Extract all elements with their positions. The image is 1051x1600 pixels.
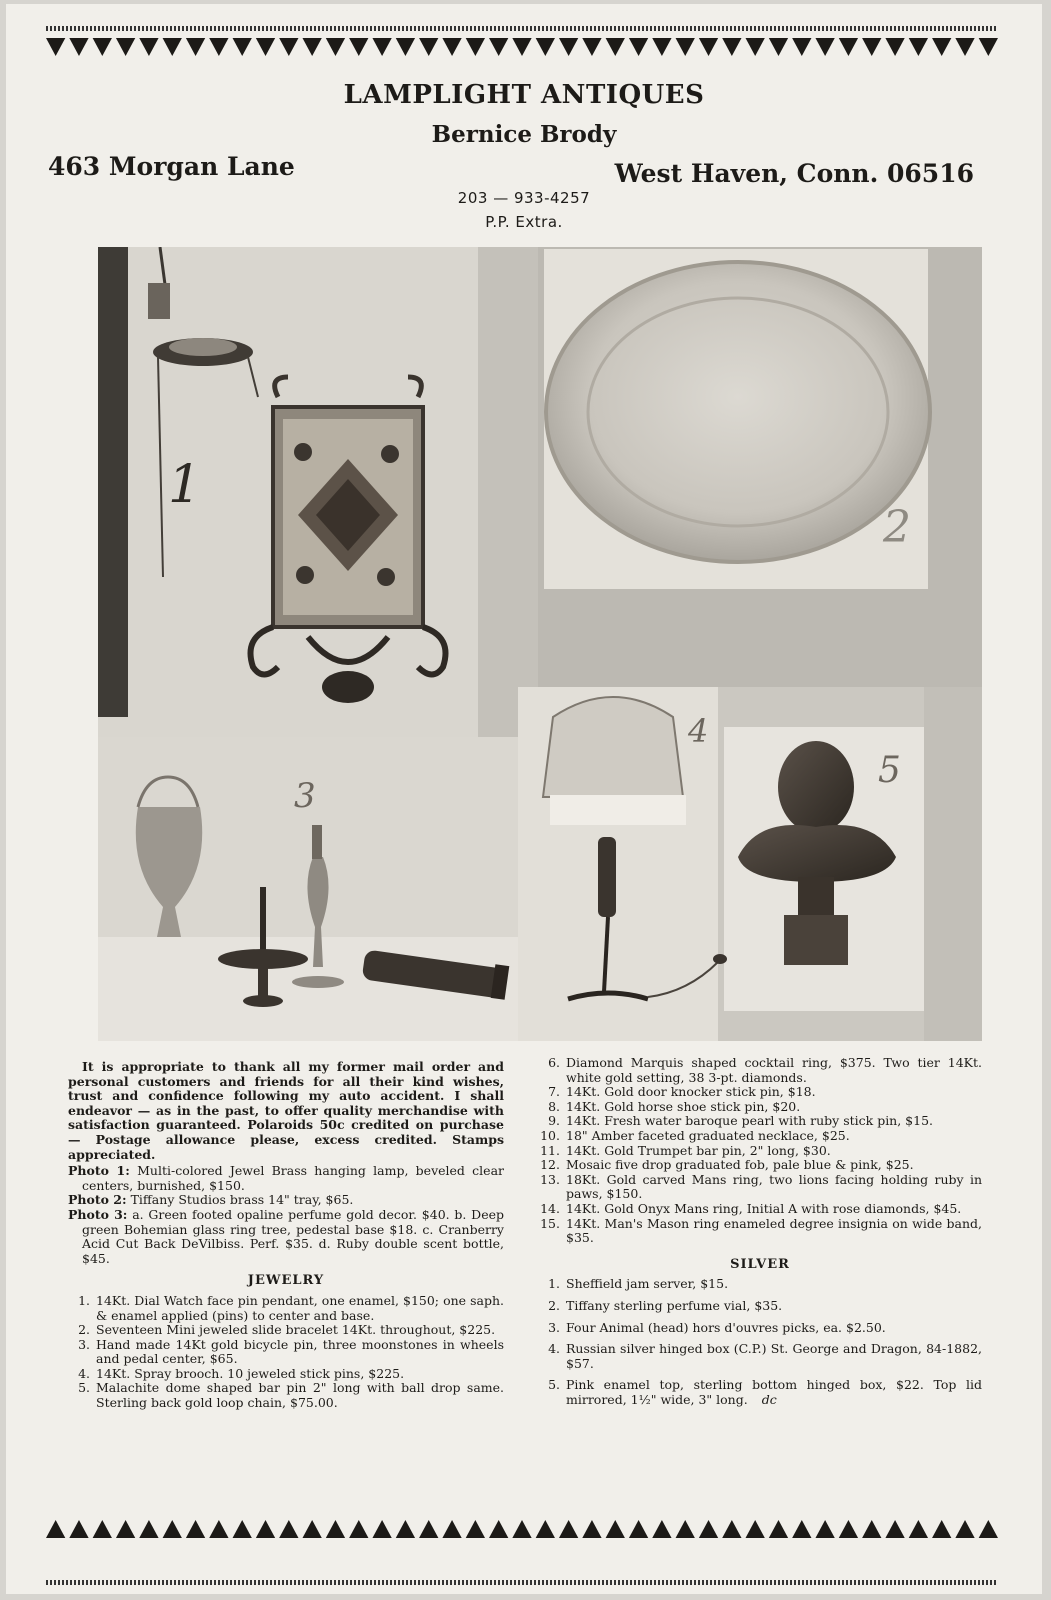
postage-note: P.P. Extra. [485,213,563,231]
border-triangle [862,1520,881,1538]
silver-heading: SILVER [730,1256,790,1272]
border-triangle [722,38,741,56]
border-triangle [792,1520,811,1538]
jewelry-item: 1. 14Kt. Dial Watch face pin pendant, one enamel, $150; one saph. & enamel applied (pins) to center and base. [78,1292,504,1323]
intro-paragraph: It is appropriate to thank all my former mail order and personal customers and friends for all their kind wishes, trust and confidence following my auto accident. I shall endeavor — as in the past, to offer quality merchandise with satisfaction guaranteed. Polaroids 50c credited on purchase — Postage allowance please, excess credited. Stamps appreciated. [68,1059,504,1162]
jewelry-item: 12. Mosaic five drop graduated fob, pale blue & pink, $25. [540,1157,914,1173]
border-triangle [839,38,858,56]
border-triangle [349,1520,368,1538]
border-triangle [466,38,485,56]
border-triangle [746,38,765,56]
border-triangle [815,1520,834,1538]
border-triangle [792,38,811,56]
proprietor-name: Bernice Brody [431,121,617,148]
border-triangle [279,1520,298,1538]
border-triangle [233,1520,252,1538]
photo-label-2: 2 [883,502,911,553]
border-triangle [606,1520,625,1538]
border-triangle [722,1520,741,1538]
jewelry-item: 15. 14Kt. Man's Mason ring enameled degree insignia on wide band, $35. [540,1215,982,1246]
border-triangle [46,38,65,56]
jewelry-item: 5. Malachite dome shaped bar pin 2" long with ball drop same. Sterling back gold loop chain, $75.00. [78,1380,504,1411]
border-triangle [163,38,182,56]
border-triangle [839,1520,858,1538]
jewelry-item: 8. 14Kt. Gold horse shoe stick pin, $20. [548,1098,801,1114]
border-triangle [979,1520,998,1538]
antiques-photograph [98,247,982,1041]
border-triangle [629,38,648,56]
border-triangle [256,1520,275,1538]
border-triangle [932,38,951,56]
border-triangle [163,1520,182,1538]
border-triangle [629,1520,648,1538]
top-dotted-rule [46,26,998,31]
jewelry-item: 2. Seventeen Mini jeweled slide bracelet 14Kt. throughout, $225. [78,1322,496,1338]
signature-initials: dc [761,1391,777,1407]
silver-item: 4. Russian silver hinged box (C.P.) St. George and Dragon, 84-1882, $57. [548,1341,982,1371]
street-address: 463 Morgan Lane [48,152,295,181]
silver-list [538,1277,982,1407]
border-triangle [442,1520,461,1538]
border-triangle [909,1520,928,1538]
jewelry-item: 13. 18Kt. Gold carved Mans ring, two lions facing holding ruby in paws, $150. [540,1171,982,1202]
left-column [68,1060,504,1411]
border-triangle [909,38,928,56]
shop-title: LAMPLIGHT ANTIQUES [343,80,705,110]
jewelry-item: 4. 14Kt. Spray brooch. 10 jeweled stick pins, $225. [78,1365,405,1381]
border-triangle [419,1520,438,1538]
border-triangle [746,1520,765,1538]
phone-number: 203 — 933-4257 [457,189,591,207]
border-triangle [326,38,345,56]
border-triangle [326,1520,345,1538]
border-triangle [46,1520,65,1538]
border-triangle [302,1520,321,1538]
border-triangle [536,1520,555,1538]
border-triangle [372,38,391,56]
photo-caption-2: Photo 2: Tiffany Studios brass 14" tray, $65. [68,1192,354,1208]
photo-label-3: 3 [294,776,316,816]
border-triangle [209,38,228,56]
bottom-dotted-rule [46,1580,998,1585]
border-triangle [606,38,625,56]
top-triangle-border [44,38,1000,58]
photo-label-4: 4 [688,712,709,750]
photo-label-5: 5 [878,750,901,791]
border-triangle [862,38,881,56]
silver-item: 1. Sheffield jam server, $15. [548,1276,729,1292]
border-triangle [676,38,695,56]
border-triangle [209,1520,228,1538]
border-triangle [93,38,112,56]
silver-item: 5. Pink enamel top, sterling bottom hinged box, $22. Top lid mirrored, 1½" wide, 3" long. dc [548,1377,982,1407]
border-triangle [139,38,158,56]
silver-item: 3. Four Animal (head) hors d'ouvres picks, ea. $2.50. [548,1319,886,1335]
border-triangle [885,1520,904,1538]
silver-item: 2. Tiffany sterling perfume vial, $35. [548,1297,783,1313]
catalog-page [6,4,1042,1594]
border-triangle [512,1520,531,1538]
border-triangle [116,38,135,56]
jewelry-heading: JEWELRY [247,1273,325,1289]
border-triangle [536,38,555,56]
border-triangle [652,38,671,56]
jewelry-item: 11. 14Kt. Gold Trumpet bar pin, 2" long, $30. [540,1142,831,1158]
bottom-triangle-border [44,1520,1000,1540]
jewelry-item: 7. 14Kt. Gold door knocker stick pin, $18. [548,1084,816,1100]
brass-tray-image [546,262,930,562]
border-triangle [349,38,368,56]
border-triangle [652,1520,671,1538]
jewelry-item: 14. 14Kt. Gold Onyx Mans ring, Initial A with rose diamonds, $45. [540,1200,962,1216]
border-triangle [186,1520,205,1538]
jewelry-item: 9. 14Kt. Fresh water baroque pearl with ruby stick pin, $15. [548,1113,934,1129]
border-triangle [559,38,578,56]
border-triangle [582,38,601,56]
border-triangle [186,38,205,56]
border-triangle [69,1520,88,1538]
photo-caption-3: Photo 3: a. Green footed opaline perfume gold decor. $40. b. Deep green Bohemian glass ring tree, pedestal base $18. c. Cranberry Acid Cut Back DeVilbiss. Perf. $35. d. Ruby double scent bottle, $45. [68,1206,504,1266]
city-address: West Haven, Conn. 06516 [614,159,974,188]
border-triangle [69,38,88,56]
border-triangle [676,1520,695,1538]
border-triangle [396,38,415,56]
border-triangle [699,38,718,56]
right-column [538,1056,982,1414]
border-triangle [885,38,904,56]
border-triangle [955,38,974,56]
border-triangle [489,1520,508,1538]
border-triangle [396,1520,415,1538]
jewelry-item: 6. Diamond Marquis shaped cocktail ring, $375. Two tier 14Kt. white gold setting, 38 3-pt. diamonds. [548,1055,982,1085]
border-triangle [139,1520,158,1538]
border-triangle [302,38,321,56]
border-triangle [93,1520,112,1538]
jewelry-item: 3. Hand made 14Kt gold bicycle pin, three moonstones in wheels and pedal center, $65. [78,1336,504,1367]
border-triangle [932,1520,951,1538]
border-triangle [769,38,788,56]
border-triangle [116,1520,135,1538]
border-triangle [419,38,438,56]
border-triangle [559,1520,578,1538]
border-triangle [442,38,461,56]
border-triangle [699,1520,718,1538]
border-triangle [769,1520,788,1538]
border-triangle [489,38,508,56]
border-triangle [256,38,275,56]
border-triangle [466,1520,485,1538]
photo-caption-1: Photo 1: Multi-colored Jewel Brass hanging lamp, beveled clear centers, burnished, $150. [68,1163,504,1193]
border-triangle [955,1520,974,1538]
border-triangle [279,38,298,56]
border-triangle [979,38,998,56]
border-triangle [815,38,834,56]
border-triangle [512,38,531,56]
border-triangle [233,38,252,56]
border-triangle [582,1520,601,1538]
photo-label-1: 1 [168,455,202,515]
jewelry-item: 10. 18" Amber faceted graduated necklace, $25. [540,1127,850,1143]
border-triangle [372,1520,391,1538]
